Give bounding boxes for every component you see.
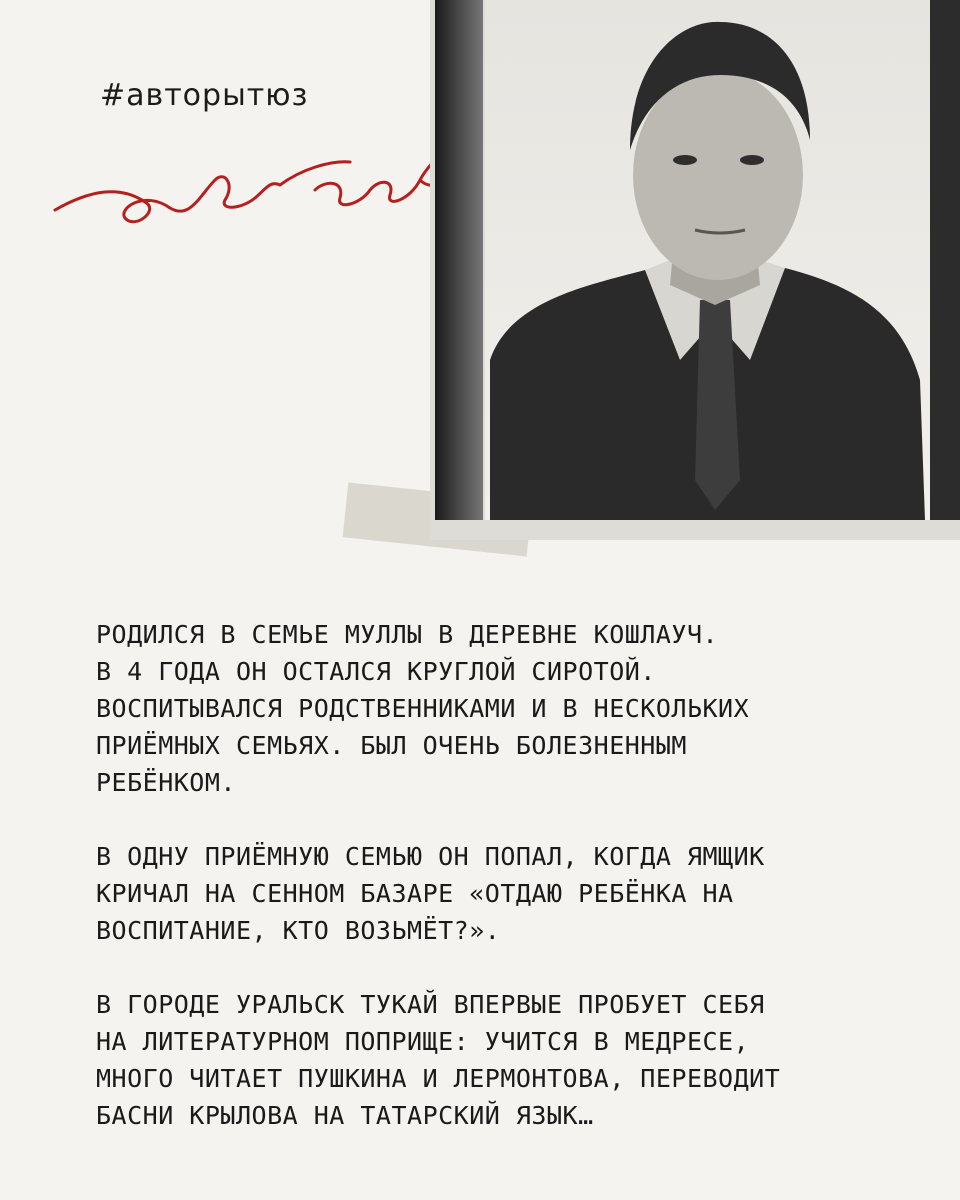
paragraph-3: В ГОРОДЕ УРАЛЬСК ТУКАЙ ВПЕРВЫЕ ПРОБУЕТ СЕБЯ НА ЛИТЕРАТУРНОМ ПОПРИЩЕ: УЧИТСЯ В МЕДРЕСЕ, МНОГО ЧИТАЕТ ПУШКИНА И ЛЕРМОНТОВА, ПЕРЕВОДИТ БАСНИ КРЫЛОВА НА ТАТАРСКИЙ ЯЗЫК… bbox=[96, 990, 781, 1130]
portrait-photo bbox=[430, 0, 960, 540]
script-title-detstvo bbox=[50, 110, 490, 250]
paragraph-2: В ОДНУ ПРИЁМНУЮ СЕМЬЮ ОН ПОПАЛ, КОГДА ЯМЩИК КРИЧАЛ НА СЕННОМ БАЗАРЕ «ОТДАЮ РЕБЁНКА НА ВОСПИТАНИЕ, КТО ВОЗЬМЁТ?». bbox=[96, 842, 765, 945]
hashtag-label: #авторытюз bbox=[100, 78, 309, 113]
body-text bbox=[96, 616, 896, 1171]
paragraph-1: РОДИЛСЯ В СЕМЬЕ МУЛЛЫ В ДЕРЕВНЕ КОШЛАУЧ. В 4 ГОДА ОН ОСТАЛСЯ КРУГЛОЙ СИРОТОЙ. ВОСПИТЫВАЛСЯ РОДСТВЕННИКАМИ И В НЕСКОЛЬКИХ ПРИЁМНЫХ СЕМЬЯХ. БЫЛ ОЧЕНЬ БОЛЕЗНЕННЫМ РЕБЁНКОМ. bbox=[96, 620, 750, 797]
